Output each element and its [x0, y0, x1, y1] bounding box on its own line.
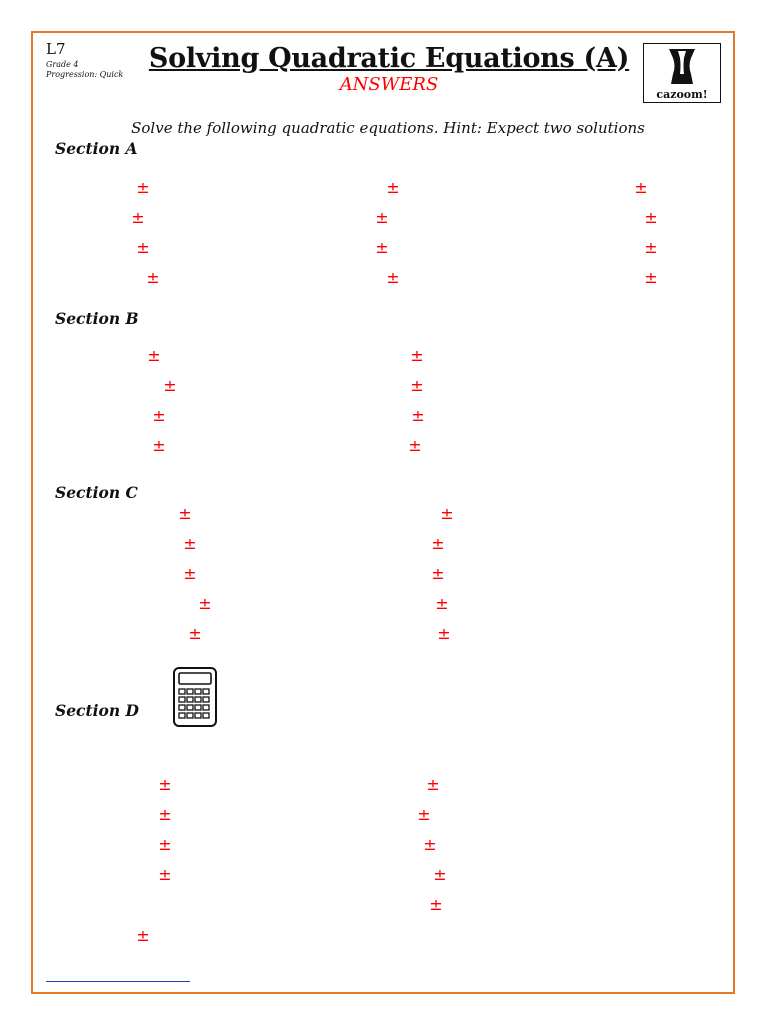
logo-text: cazoom! — [656, 88, 708, 101]
section-a-label: Section A — [55, 139, 138, 158]
answer-plus-minus: ± — [644, 238, 658, 257]
answer-plus-minus: ± — [178, 504, 192, 523]
section-d-label: Section D — [55, 701, 139, 720]
answer-plus-minus: ± — [386, 268, 400, 287]
answer-plus-minus: ± — [198, 594, 212, 613]
page-border — [31, 31, 735, 994]
answer-plus-minus: ± — [644, 268, 658, 287]
answer-plus-minus: ± — [375, 238, 389, 257]
answer-plus-minus: ± — [423, 835, 437, 854]
answer-plus-minus: ± — [147, 346, 161, 365]
answer-plus-minus: ± — [188, 624, 202, 643]
progression-label: Progression: Quick — [46, 70, 124, 79]
footer-link-line[interactable] — [46, 981, 190, 982]
answer-plus-minus: ± — [136, 178, 150, 197]
answer-plus-minus: ± — [375, 208, 389, 227]
answer-plus-minus: ± — [433, 865, 447, 884]
answer-plus-minus: ± — [440, 504, 454, 523]
answer-plus-minus: ± — [158, 865, 172, 884]
answer-plus-minus: ± — [644, 208, 658, 227]
answer-plus-minus: ± — [417, 805, 431, 824]
answer-plus-minus: ± — [431, 534, 445, 553]
instructions: Solve the following quadratic equations. Hint: Expect two solutions — [131, 119, 645, 137]
answer-plus-minus: ± — [411, 406, 425, 425]
answer-plus-minus: ± — [152, 436, 166, 455]
answer-plus-minus: ± — [146, 268, 160, 287]
answer-plus-minus: ± — [158, 805, 172, 824]
cazoom-figure-icon — [644, 44, 720, 90]
answer-plus-minus: ± — [158, 775, 172, 794]
calculator-icon — [172, 666, 218, 728]
answer-plus-minus: ± — [435, 594, 449, 613]
answer-plus-minus: ± — [183, 564, 197, 583]
answer-plus-minus: ± — [136, 926, 150, 945]
section-c-label: Section C — [55, 483, 138, 502]
answers-subtitle: ANSWERS — [339, 74, 439, 95]
answer-plus-minus: ± — [152, 406, 166, 425]
answer-plus-minus: ± — [408, 436, 422, 455]
answer-plus-minus: ± — [429, 895, 443, 914]
answer-plus-minus: ± — [136, 238, 150, 257]
page-title: Solving Quadratic Equations (A) — [148, 43, 630, 74]
answer-plus-minus: ± — [437, 624, 451, 643]
cazoom-logo — [643, 43, 721, 103]
answer-plus-minus: ± — [634, 178, 648, 197]
grade-label: Grade 4 — [46, 60, 79, 69]
answer-plus-minus: ± — [431, 564, 445, 583]
level-code: L7 — [46, 40, 66, 58]
answer-plus-minus: ± — [386, 178, 400, 197]
answer-plus-minus: ± — [163, 376, 177, 395]
answer-plus-minus: ± — [131, 208, 145, 227]
answer-plus-minus: ± — [158, 835, 172, 854]
answer-plus-minus: ± — [183, 534, 197, 553]
answer-plus-minus: ± — [410, 376, 424, 395]
answer-plus-minus: ± — [410, 346, 424, 365]
section-b-label: Section B — [55, 309, 139, 328]
answer-plus-minus: ± — [426, 775, 440, 794]
